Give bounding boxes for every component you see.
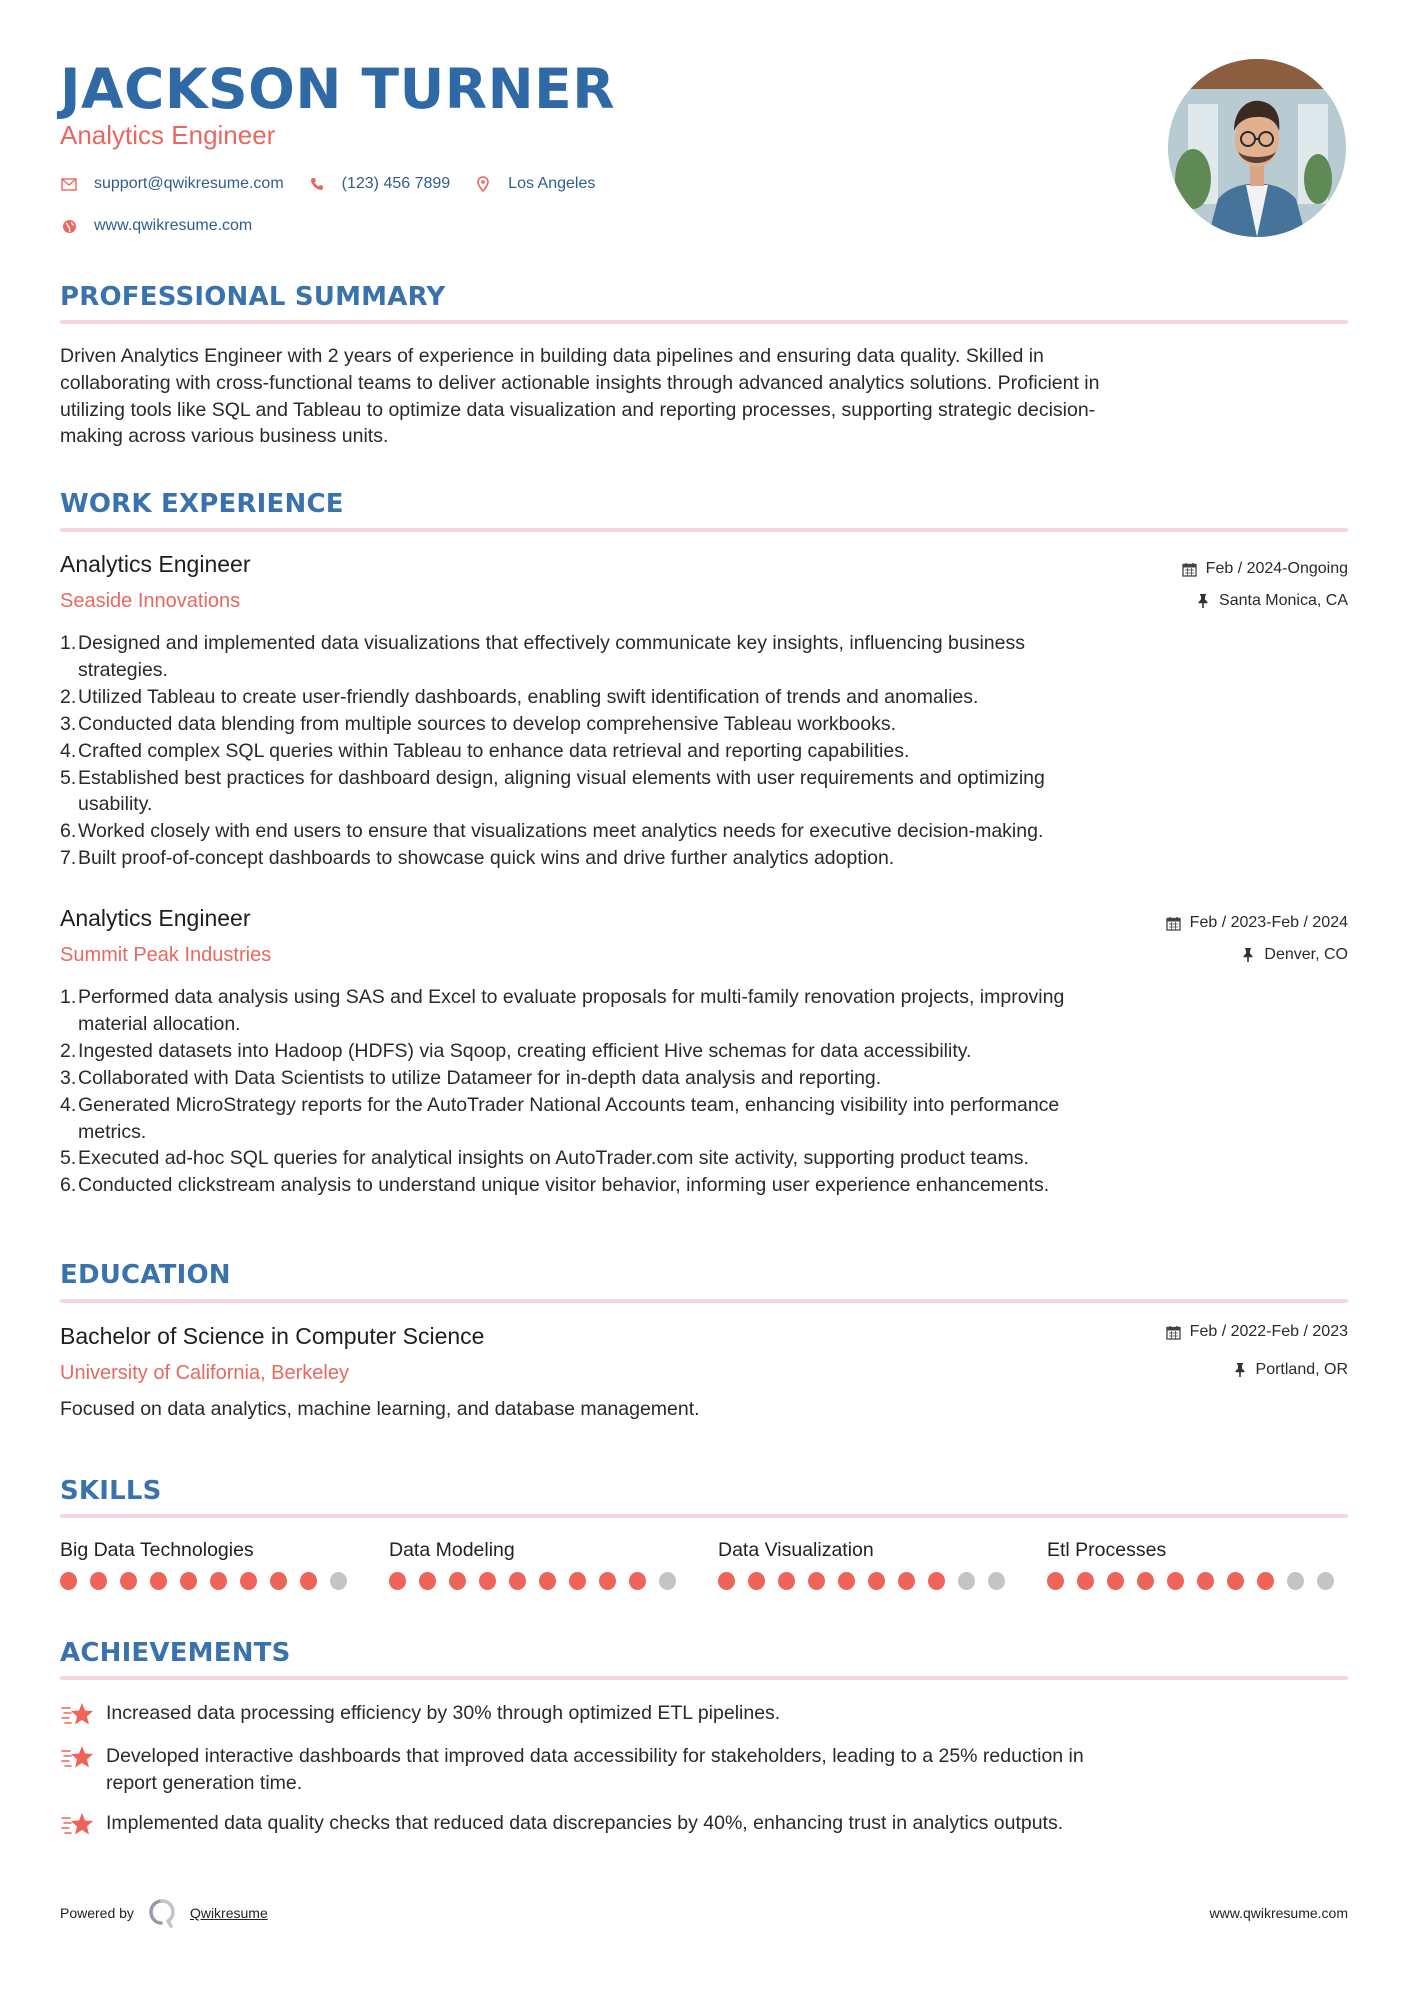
rating-dot-filled xyxy=(210,1572,227,1590)
rating-dot-empty xyxy=(330,1572,347,1590)
summary-line: Driven Analytics Engineer with 2 years of experience in building data pipelines and ensuring data quality. Skilled in xyxy=(60,345,1044,367)
job-location-text: Denver, CO xyxy=(1264,946,1348,963)
phone-icon xyxy=(308,175,326,193)
section-divider xyxy=(60,1514,1348,1518)
shooting-star-icon xyxy=(60,1810,94,1838)
rating-dot-filled xyxy=(898,1572,915,1590)
footer-powered-by xyxy=(60,1898,268,1928)
calendar-icon xyxy=(1182,561,1198,577)
skill-name: Etl Processes xyxy=(1047,1539,1167,1561)
contact-row-1 xyxy=(60,173,619,195)
rating-dot-filled xyxy=(778,1572,795,1590)
pushpin-icon xyxy=(1232,1362,1248,1378)
skill-item xyxy=(1047,1537,1347,1590)
list-item: 4. Crafted complex SQL queries within Tableau to enhance data retrieval and reporting capabilities. xyxy=(60,739,910,762)
skill-rating xyxy=(389,1572,689,1590)
qwikresume-link[interactable]: Qwikresume xyxy=(189,1905,268,1921)
rating-dot-filled xyxy=(1167,1572,1184,1590)
skill-rating xyxy=(60,1572,360,1590)
list-item: 5. Executed ad-hoc SQL queries for analytical insights on AutoTrader.com site activity, supporting product teams. xyxy=(60,1147,1029,1170)
rating-dot-filled xyxy=(1257,1572,1274,1590)
list-item: 5. Established best practices for dashboard design, aligning visual elements with user requirements and optimizing usability. xyxy=(60,766,1045,816)
skill-item xyxy=(718,1537,1018,1590)
section-divider xyxy=(60,320,1348,324)
list-item: 6. Conducted clickstream analysis to understand unique visitor behavior, informing user experience enhancements. xyxy=(60,1174,1050,1197)
education-description: Focused on data analytics, machine learning, and database management. xyxy=(60,1398,700,1420)
summary-line: collaborating with cross-functional teams to deliver actionable insights through advanced analytics solutions. Proficient in xyxy=(60,371,1100,394)
section-divider xyxy=(60,528,1348,532)
skill-name: Big Data Technologies xyxy=(60,1539,254,1561)
contact-website[interactable]: www.qwikresume.com xyxy=(94,217,253,234)
summary-line: utilizing tools like SQL and Tableau to optimize data visualization and reporting processes, supporting strategic decision- xyxy=(60,398,1096,421)
skill-rating xyxy=(1047,1572,1347,1590)
rating-dot-filled xyxy=(419,1572,436,1590)
rating-dot-empty xyxy=(988,1572,1005,1590)
rating-dot-filled xyxy=(569,1572,586,1590)
list-item: 2. Utilized Tableau to create user-friendly dashboards, enabling swift identification of trends and anomalies. xyxy=(60,685,979,708)
rating-dot-filled xyxy=(868,1572,885,1590)
rating-dot-filled xyxy=(599,1572,616,1590)
pushpin-icon xyxy=(1240,947,1256,963)
rating-dot-filled xyxy=(1197,1572,1214,1590)
globe-icon xyxy=(60,217,78,235)
rating-dot-filled xyxy=(479,1572,496,1590)
rating-dot-empty xyxy=(958,1572,975,1590)
rating-dot-empty xyxy=(659,1572,676,1590)
summary-line: making across various business units. xyxy=(60,425,389,448)
job-company: Summit Peak Industries xyxy=(60,944,272,966)
list-item: 4. Generated MicroStrategy reports for the AutoTrader National Accounts team, enhancing visibility into performance metrics. xyxy=(60,1093,1060,1143)
rating-dot-filled xyxy=(120,1572,137,1590)
education-location xyxy=(1232,1359,1348,1381)
job-bullets xyxy=(60,984,1350,1199)
skill-name: Data Modeling xyxy=(389,1539,515,1561)
section-title-skills: SKILLS xyxy=(60,1476,162,1506)
shooting-star-icon xyxy=(60,1700,94,1728)
candidate-name: JACKSON TURNER xyxy=(60,57,616,121)
job-dates xyxy=(1166,912,1348,934)
job-dates xyxy=(1182,558,1348,580)
rating-dot-empty xyxy=(1317,1572,1334,1590)
job-location xyxy=(1240,944,1348,966)
job-location xyxy=(1195,590,1348,612)
job-dates-text: Feb / 2023-Feb / 2024 xyxy=(1189,914,1348,931)
rating-dot-filled xyxy=(808,1572,825,1590)
contact-email[interactable]: support@qwikresume.com xyxy=(94,175,284,192)
list-item: 3. Collaborated with Data Scientists to utilize Datameer for in-depth data analysis and reporting. xyxy=(60,1066,882,1089)
skill-item xyxy=(389,1537,689,1590)
section-divider xyxy=(60,1299,1348,1303)
rating-dot-filled xyxy=(838,1572,855,1590)
education-school: University of California, Berkeley xyxy=(60,1362,349,1384)
rating-dot-filled xyxy=(1047,1572,1064,1590)
section-title-education: EDUCATION xyxy=(60,1260,231,1290)
powered-by-label: Powered by xyxy=(60,1905,134,1921)
list-item: 6. Worked closely with end users to ensure that visualizations meet analytics needs for executive decision-making. xyxy=(60,820,1044,843)
skill-item xyxy=(60,1537,360,1590)
section-divider xyxy=(60,1676,1348,1680)
section-title-achievements: ACHIEVEMENTS xyxy=(60,1638,291,1668)
rating-dot-filled xyxy=(90,1572,107,1590)
contact-location: Los Angeles xyxy=(508,175,596,192)
rating-dot-filled xyxy=(509,1572,526,1590)
calendar-icon xyxy=(1166,915,1182,931)
rating-dot-filled xyxy=(300,1572,317,1590)
shooting-star-icon xyxy=(60,1743,94,1771)
education-dates-text: Feb / 2022-Feb / 2023 xyxy=(1189,1323,1348,1340)
education-location-text: Portland, OR xyxy=(1255,1361,1348,1378)
rating-dot-filled xyxy=(389,1572,406,1590)
contact-row-2 xyxy=(60,215,276,237)
section-title-experience: WORK EXPERIENCE xyxy=(60,489,344,519)
achievement-item xyxy=(60,1743,1350,1797)
rating-dot-filled xyxy=(60,1572,77,1590)
rating-dot-filled xyxy=(1107,1572,1124,1590)
rating-dot-filled xyxy=(180,1572,197,1590)
achievement-text: Implemented data quality checks that reduced data discrepancies by 40%, enhancing trust in analytics outputs. xyxy=(106,1812,1064,1834)
list-item: 3. Conducted data blending from multiple sources to develop comprehensive Tableau workbooks. xyxy=(60,712,897,735)
list-item: 2. Ingested datasets into Hadoop (HDFS) via Sqoop, creating efficient Hive schemas for data accessibility. xyxy=(60,1039,972,1062)
rating-dot-filled xyxy=(1077,1572,1094,1590)
skill-name: Data Visualization xyxy=(718,1539,874,1561)
rating-dot-filled xyxy=(270,1572,287,1590)
footer-website[interactable]: www.qwikresume.com xyxy=(1209,1905,1348,1921)
job-bullets xyxy=(60,630,1350,872)
list-item: 7. Built proof-of-concept dashboards to showcase quick wins and drive further analytics adoption. xyxy=(60,847,895,870)
rating-dot-filled xyxy=(150,1572,167,1590)
section-title-summary: PROFESSIONAL SUMMARY xyxy=(60,282,446,312)
calendar-icon xyxy=(1166,1324,1182,1340)
candidate-title: Analytics Engineer xyxy=(60,120,276,150)
rating-dot-filled xyxy=(1227,1572,1244,1590)
job-location-text: Santa Monica, CA xyxy=(1219,592,1348,609)
rating-dot-filled xyxy=(928,1572,945,1590)
rating-dot-filled xyxy=(748,1572,765,1590)
rating-dot-filled xyxy=(718,1572,735,1590)
job-title: Analytics Engineer xyxy=(60,905,251,931)
job-title: Analytics Engineer xyxy=(60,551,251,577)
rating-dot-filled xyxy=(240,1572,257,1590)
job-dates-text: Feb / 2024-Ongoing xyxy=(1205,560,1348,577)
envelope-icon xyxy=(60,175,78,193)
achievement-item xyxy=(60,1700,1350,1728)
qwikresume-logo-icon xyxy=(148,1898,176,1928)
achievement-text: Developed interactive dashboards that improved data accessibility for stakeholders, leading to a 25% reduction in report generation time. xyxy=(106,1745,1084,1794)
rating-dot-filled xyxy=(629,1572,646,1590)
list-item: 1. Designed and implemented data visualizations that effectively communicate key insights, influencing business strategies. xyxy=(60,632,1025,681)
profile-photo xyxy=(1168,59,1346,237)
contact-phone[interactable]: (123) 456 7899 xyxy=(341,175,451,192)
rating-dot-filled xyxy=(1137,1572,1154,1590)
achievement-item xyxy=(60,1810,1350,1838)
job-company: Seaside Innovations xyxy=(60,590,241,612)
map-pin-icon xyxy=(474,175,492,193)
summary-text xyxy=(60,343,1350,450)
education-dates xyxy=(1166,1321,1348,1343)
skill-rating xyxy=(718,1572,1018,1590)
rating-dot-filled xyxy=(449,1572,466,1590)
education-degree: Bachelor of Science in Computer Science xyxy=(60,1323,485,1349)
rating-dot-filled xyxy=(539,1572,556,1590)
rating-dot-empty xyxy=(1287,1572,1304,1590)
achievement-text: Increased data processing efficiency by 30% through optimized ETL pipelines. xyxy=(106,1702,781,1724)
pushpin-icon xyxy=(1195,593,1211,609)
list-item: 1. Performed data analysis using SAS and Excel to evaluate proposals for multi-family renovation projects, improving material allocation. xyxy=(60,986,1065,1035)
